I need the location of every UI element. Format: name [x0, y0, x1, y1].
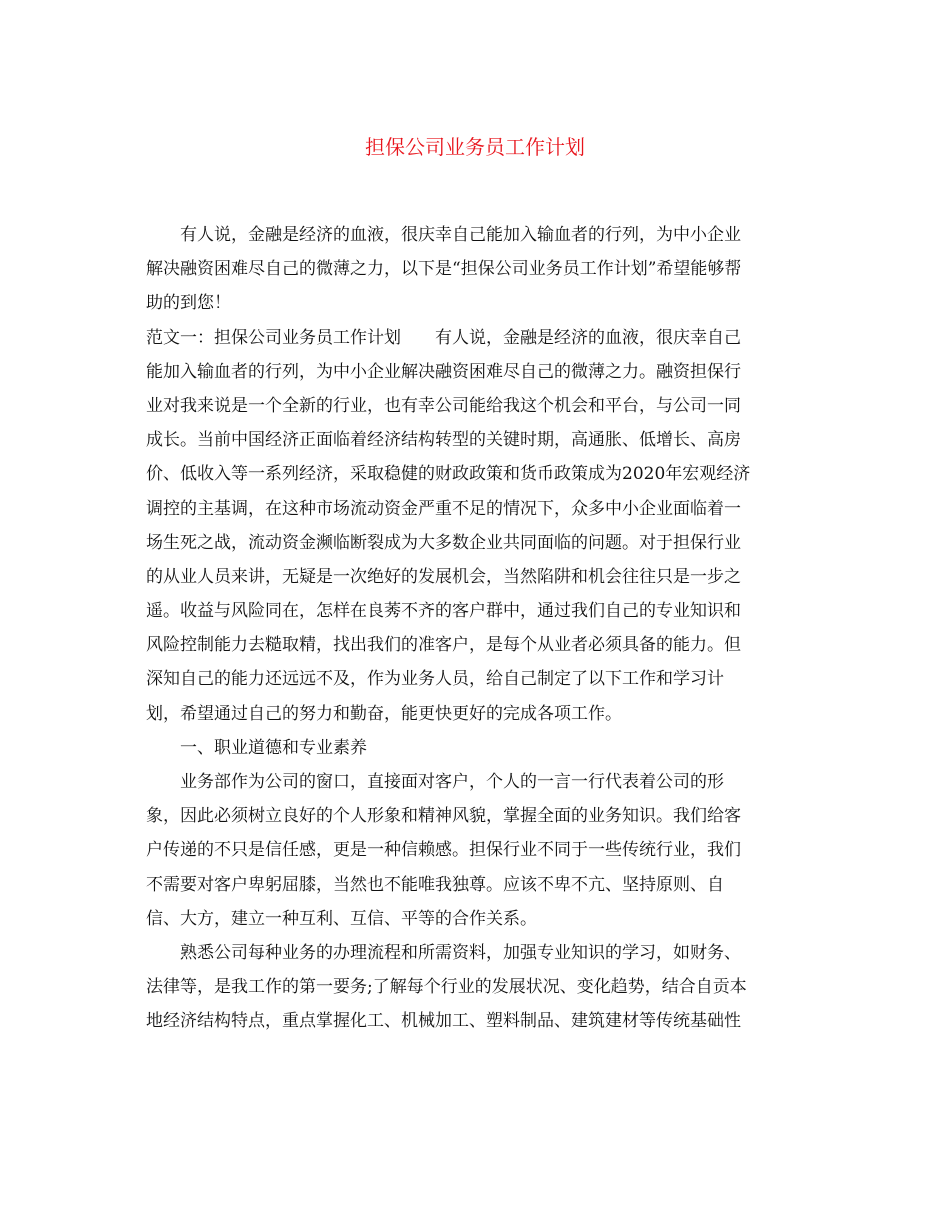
text-line: 场生死之战，流动资金濒临断裂成为大多数企业共同面临的问题。对于担保行业 [146, 532, 741, 553]
text-line: 助的到您！ [146, 293, 231, 314]
text-line: 能加入输血者的行列，为中小企业解决融资困难尽自己的微薄之力。融资担保行 [146, 361, 741, 382]
text-line: 调控的主基调，在这种市场流动资金严重不足的情况下，众多中小企业面临着一 [146, 498, 741, 519]
document-title: 担保公司业务员工作计划 [365, 135, 585, 159]
text-line: 地经济结构特点，重点掌握化工、机械加工、塑料制品、建筑建材等传统基础性 [146, 1011, 741, 1032]
text-line: 法律等，是我工作的第一要务;了解每个行业的发展状况、变化趋势，结合自贡本 [146, 977, 747, 998]
text-line: 风险控制能力去糙取精，找出我们的准客户，是每个从业者必须具备的能力。但 [146, 635, 741, 656]
text-line: 熟悉公司每种业务的办理流程和所需资料，加强专业知识的学习，如财务、 [146, 942, 741, 963]
text-line: 划，希望通过自己的努力和勤奋，能更快更好的完成各项工作。 [146, 703, 622, 724]
text-line: 深知自己的能力还远远不及，作为业务人员，给自己制定了以下工作和学习计 [146, 669, 724, 690]
text-line: 的从业人员来讲，无疑是一次绝好的发展机会，当然陷阱和机会往往只是一步之 [146, 566, 741, 587]
document-body [146, 218, 812, 1039]
text-line: 不需要对客户卑躬屈膝，当然也不能唯我独尊。应该不卑不亢、坚持原则、自 [146, 874, 724, 895]
text-line: 业务部作为公司的窗口，直接面对客户，个人的一言一行代表着公司的形 [146, 772, 724, 792]
text-line: 业对我来说是一个全新的行业，也有幸公司能给我这个机会和平台，与公司一同 [146, 395, 741, 416]
text-line: 象，因此必须树立良好的个人形象和精神风貌，掌握全面的业务知识。我们给客 [146, 806, 741, 827]
section-heading: 一、职业道德和专业素养 [146, 737, 367, 758]
text-line: 范文一：担保公司业务员工作计划 有人说，金融是经济的血液，很庆幸自己 [146, 327, 741, 348]
text-line: 遥。收益与风险同在，怎样在良莠不齐的客户群中，通过我们自己的专业知识和 [146, 601, 741, 622]
text-line: 有人说，金融是经济的血液，很庆幸自己能加入输血者的行列，为中小企业 [146, 225, 741, 245]
text-line: 信、大方，建立一种互利、互信、平等的合作关系。 [146, 908, 537, 929]
text-line: 户传递的不只是信任感，更是一种信赖感。担保行业不同于一些传统行业，我们 [146, 840, 741, 861]
text-line: 成长。当前中国经济正面临着经济结构转型的关键时期，高通胀、低增长、高房 [146, 430, 741, 451]
text-line: 解决融资困难尽自己的微薄之力，以下是“担保公司业务员工作计划”希望能够帮 [146, 259, 742, 280]
text-line: 价、低收入等一系列经济，采取稳健的财政政策和货币政策成为2020年宏观经济 [146, 464, 751, 485]
